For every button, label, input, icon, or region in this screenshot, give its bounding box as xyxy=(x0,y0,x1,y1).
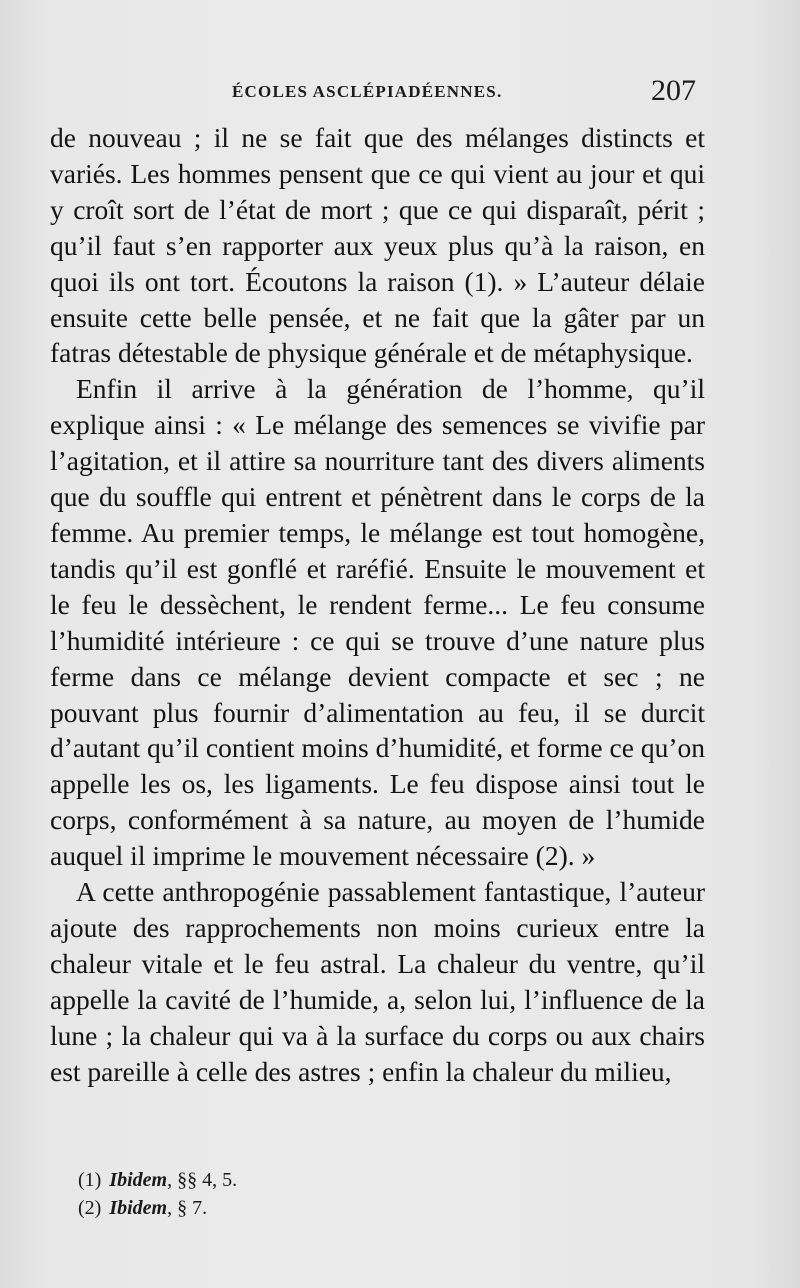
footnote-2 xyxy=(78,1194,478,1222)
footnotes xyxy=(78,1166,478,1222)
page-number: 207 xyxy=(651,74,696,107)
footnote-text: , §§ 4, 5. xyxy=(167,1169,238,1191)
paragraph-generation: Enfin il arrive à la génération de l’homme, qu’il explique ainsi : « Le mélange des semences se vivifie par l’agitation, et il attire sa nourriture tant des divers aliments que du souffle qui entrent et pénètrent dans le corps de la femme. Au premier temps, le mélange est tout homogène, tandis qu’il est gonflé et raréfié. Ensuite le mouvement et le feu le dessèchent, le rendent ferme... Le feu consume l’humidité intérieure : ce qui se trouve d’une nature plus ferme dans ce mélange devient compacte et sec ; ne pouvant plus fournir d’alimentation au feu, il se durcit d’autant qu’il contient moins d’humidité, et forme ce qu’on appelle les os, les ligaments. Le feu dispose ainsi tout le corps, conformément à sa nature, au moyen de l’humide auquel il imprime le mouvement nécessaire (2). » xyxy=(50,373,705,872)
running-head xyxy=(0,74,800,114)
footnote-reference: Ibidem xyxy=(109,1169,168,1191)
footnote-text: , § 7. xyxy=(167,1197,208,1219)
footnote-1 xyxy=(78,1166,478,1194)
footnote-marker: (2) xyxy=(78,1197,102,1219)
paragraph-anthropogenie: A cette anthropogénie passablement fantastique, l’auteur ajoute des rapprochements non moins curieux entre la chaleur vitale et le feu astral. La chaleur du ventre, qu’il appelle la cavité de l’humide, a, selon lui, l’influence de la lune ; la chaleur qui va à la surface du corps ou aux chairs est pareille à celle des astres ; enfin la chaleur du milieu, xyxy=(50,876,705,1087)
paragraph-continued: de nouveau ; il ne se fait que des mélanges distincts et variés. Les hommes pensent que ce qui vient au jour et qui y croît sort de l’état de mort ; que ce qui disparaît, périt ; qu’il faut s’en rapporter aux yeux plus qu’à la raison, en quoi ils ont tort. Écoutons la raison (1). » L’auteur délaie ensuite cette belle pensée, et ne fait que la gâter par un fatras détestable de physique générale et de métaphysique. xyxy=(50,122,705,369)
footnote-reference: Ibidem xyxy=(109,1197,168,1219)
footnote-marker: (1) xyxy=(78,1169,102,1191)
running-title: ÉCOLES ASCLÉPIADÉENNES. xyxy=(232,82,503,101)
body-text xyxy=(50,120,705,1089)
